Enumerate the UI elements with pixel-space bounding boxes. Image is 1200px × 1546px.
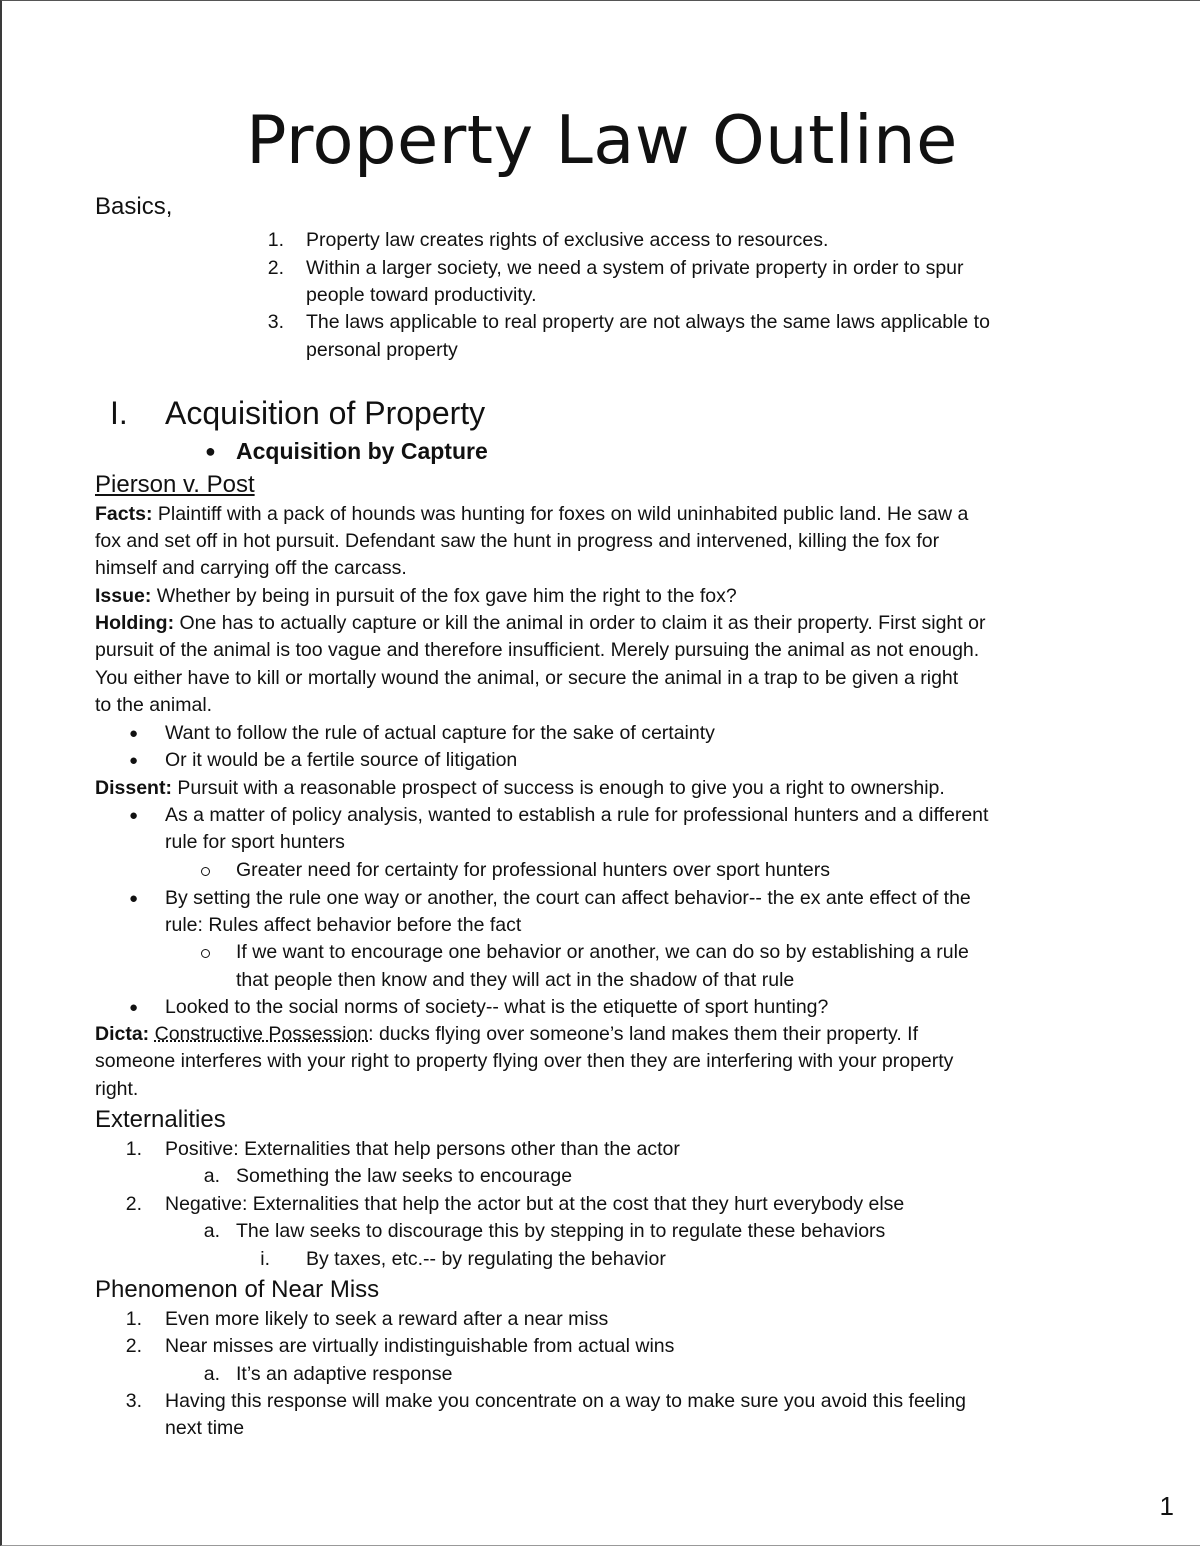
holding-label: Holding: (95, 612, 175, 634)
dissent-bullet: By setting the rule one way or another, the court can affect behavior-- the ex ante effect of the (165, 887, 971, 909)
list-letter: a. (203, 1220, 220, 1242)
dissent-bullet: Looked to the social norms of society-- what is the etiquette of sport hunting? (165, 996, 829, 1018)
list-roman: i. (260, 1248, 270, 1270)
facts-text: Plaintiff with a pack of hounds was hunting for foxes on wild uninhabited public land. He saw a (152, 503, 969, 525)
near-miss-heading: Phenomenon of Near Miss (95, 1276, 380, 1303)
near-miss-sub-item: It’s an adaptive response (236, 1363, 453, 1385)
list-letter: a. (203, 1165, 220, 1187)
near-miss-item: Even more likely to seek a reward after a near miss (165, 1308, 609, 1330)
externalities-heading: Externalities (95, 1106, 226, 1133)
list-number: 1. (125, 1138, 142, 1160)
list-number: 3. (125, 1390, 142, 1412)
dissent-bullet: rule: Rules affect behavior before the fact (165, 914, 522, 936)
facts-text: himself and carrying off the carcass. (95, 557, 407, 579)
circle-bullet-icon (201, 949, 210, 958)
constructive-possession-link[interactable]: Constructive Possession (154, 1023, 369, 1045)
dicta-text: right. (95, 1078, 139, 1100)
facts-text: fox and set off in hot pursuit. Defendant saw the hunt in progress and intervened, killing the fox for (95, 530, 940, 552)
list-number: 2. (125, 1193, 142, 1215)
externalities-item: Positive: Externalities that help persons other than the actor (165, 1138, 680, 1160)
list-number: 1. (125, 1308, 142, 1330)
dicta-text: someone interferes with your right to property flying over then they are interfering with your property (95, 1050, 954, 1072)
dissent-bullet: rule for sport hunters (165, 831, 345, 853)
dissent-sub-bullet: that people then know and they will act in the shadow of that rule (236, 969, 795, 991)
facts-label: Facts: (95, 503, 153, 525)
issue-text: Whether by being in pursuit of the fox gave him the right to the fox? (151, 585, 737, 607)
list-number: 2. (125, 1335, 142, 1357)
near-miss-item: next time (165, 1417, 245, 1439)
basics-item-number: 2. (267, 257, 284, 279)
basics-item-number: 1. (267, 229, 284, 251)
bullet-icon: ● (129, 807, 139, 824)
externalities-item: Negative: Externalities that help the actor but at the cost that they hurt everybody else (165, 1193, 905, 1215)
case-name: Pierson v. Post (95, 471, 255, 498)
dicta-line (95, 1021, 918, 1048)
section-heading: Acquisition of Property (165, 395, 486, 431)
holding-line (95, 610, 985, 637)
list-letter: a. (203, 1363, 220, 1385)
near-miss-item: Near misses are virtually indistinguishable from actual wins (165, 1335, 675, 1357)
externalities-sub-item: The law seeks to discourage this by stepping in to regulate these behaviors (236, 1220, 886, 1242)
section-numeral: I. (110, 395, 128, 431)
facts-line (95, 501, 968, 528)
page-number: 1 (1159, 1491, 1174, 1521)
subsection-heading: Acquisition by Capture (236, 438, 488, 464)
bullet-icon: ● (205, 441, 216, 461)
bullet-icon: ● (129, 752, 139, 769)
basics-item-text: Within a larger society, we need a system of private property in order to spur (306, 257, 964, 279)
dissent-sub-bullet: Greater need for certainty for professional hunters over sport hunters (236, 859, 830, 881)
holding-text: to the animal. (95, 694, 213, 716)
dissent-label: Dissent: (95, 777, 172, 799)
holding-text: pursuit of the animal is too vague and therefore insufficient. Merely pursuing the animal as not enough. (95, 639, 980, 661)
externalities-sub-item: Something the law seeks to encourage (236, 1165, 573, 1187)
bullet-icon: ● (129, 999, 139, 1016)
circle-bullet-icon (201, 867, 210, 876)
dissent-sub-bullet: If we want to encourage one behavior or another, we can do so by establishing a rule (236, 941, 969, 963)
holding-bullet: Want to follow the rule of actual capture for the sake of certainty (165, 722, 715, 744)
basics-item-text: The laws applicable to real property are not always the same laws applicable to (306, 311, 990, 333)
bullet-icon: ● (129, 890, 139, 907)
holding-text: One has to actually capture or kill the animal in order to claim it as their property. First sight or (174, 612, 986, 634)
issue-line (95, 583, 737, 610)
dicta-text: : ducks flying over someone’s land makes them their property. If (368, 1023, 918, 1045)
page-title: Property Law Outline (246, 101, 958, 179)
basics-item-number: 3. (267, 311, 284, 333)
basics-item-text: personal property (306, 339, 458, 361)
holding-bullet: Or it would be a fertile source of litigation (165, 749, 518, 771)
basics-item-text: Property law creates rights of exclusive access to resources. (306, 229, 829, 251)
holding-text: You either have to kill or mortally wound the animal, or secure the animal in a trap to be given a right (95, 667, 959, 689)
basics-heading: Basics, (95, 193, 173, 220)
externalities-sub-sub-item: By taxes, etc.-- by regulating the behavior (306, 1248, 666, 1270)
near-miss-item: Having this response will make you concentrate on a way to make sure you avoid this feeling (165, 1390, 967, 1412)
dicta-label: Dicta: (95, 1023, 150, 1045)
dissent-line (95, 775, 945, 802)
dissent-text: Pursuit with a reasonable prospect of success is enough to give you a right to ownership. (171, 777, 945, 799)
bullet-icon: ● (129, 725, 139, 742)
issue-label: Issue: (95, 585, 152, 607)
basics-item-text: people toward productivity. (306, 284, 537, 306)
dissent-bullet: As a matter of policy analysis, wanted to establish a rule for professional hunters and a different (165, 804, 989, 826)
